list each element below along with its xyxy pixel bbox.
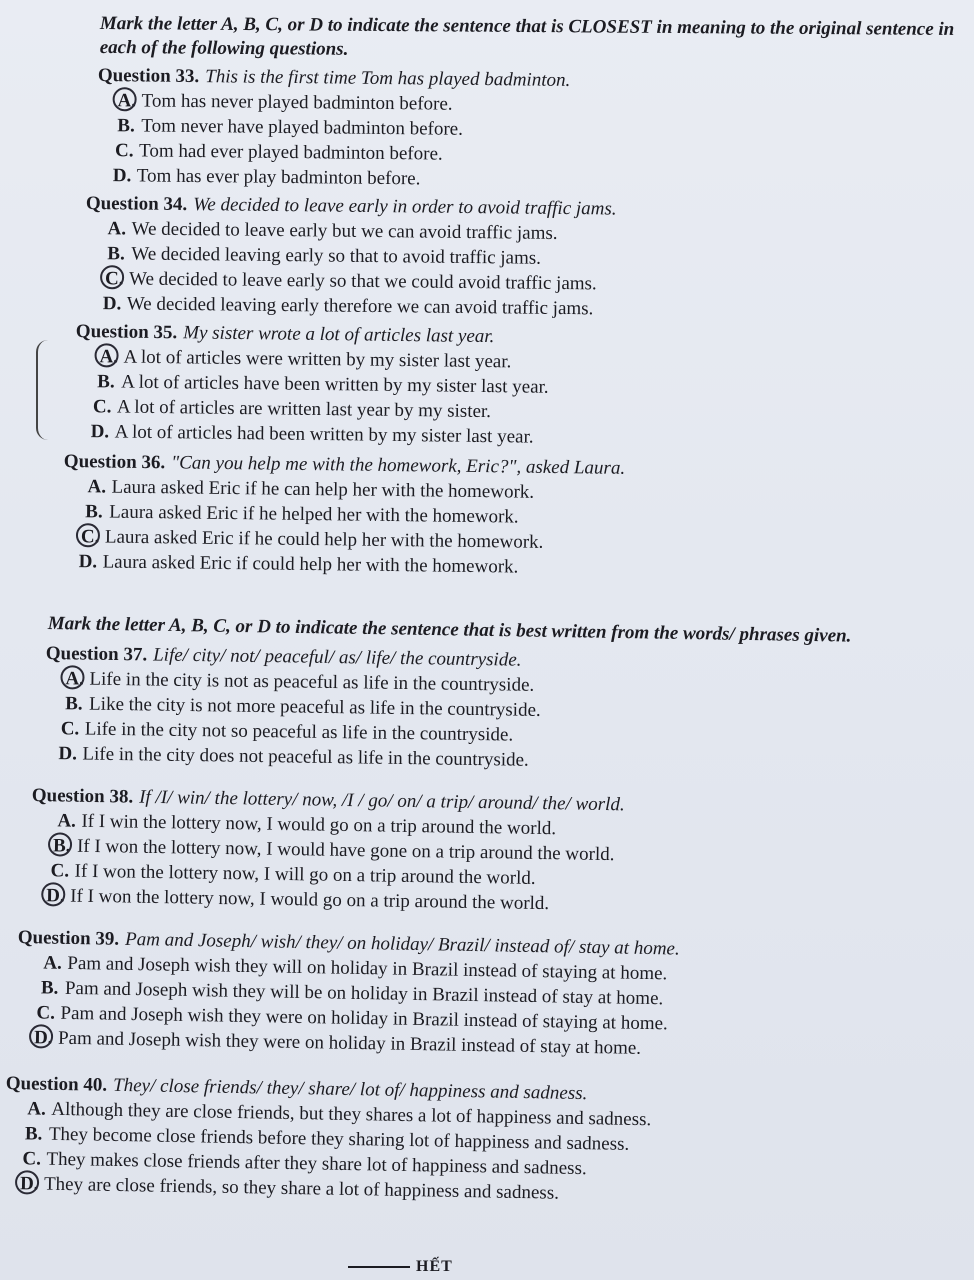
question-stem: We decided to leave early in order to avoid traffic jams.	[193, 194, 617, 220]
option-letter: B.	[97, 371, 115, 393]
option-text: If I won the lottery now, I would have gone on a trip around the world.	[76, 835, 615, 866]
option-letter: C.	[114, 140, 134, 162]
question-34	[85, 192, 617, 322]
option-text: Pam and Joseph wish they will on holiday in Brazil instead of staying at home.	[67, 952, 668, 985]
option-text: We decided leaving early therefore we can avoid traffic jams.	[126, 293, 594, 320]
option-letter: B.	[64, 693, 83, 715]
option-letter: A.	[117, 88, 141, 113]
question-33	[97, 64, 571, 193]
option-text: Laura asked Eric if he can help her with the homework.	[111, 476, 535, 503]
end-text: HẾT	[416, 1258, 453, 1275]
question-number: Question 40.	[5, 1072, 108, 1096]
question-number: Question 35.	[75, 320, 178, 344]
option-letter: A.	[107, 218, 127, 240]
question-38	[30, 784, 625, 917]
option-letter: D.	[102, 293, 122, 315]
option-text: Pam and Joseph wish they will be on holiday in Brazil instead of stay at home.	[64, 977, 664, 1010]
option-text: Tom has never played badminton before.	[141, 90, 453, 115]
question-stem: "Can you help me with the homework, Eric?", asked Laura.	[171, 452, 626, 479]
option-letter: C.	[81, 524, 105, 549]
option-text: Pam and Joseph wish they were on holiday in Brazil instead of stay at home.	[57, 1027, 642, 1059]
option-text: They are close friends, so they share a lot of happiness and sadness.	[43, 1173, 560, 1204]
option-letter: C.	[92, 396, 112, 418]
question-stem: My sister wrote a lot of articles last year.	[183, 322, 495, 348]
option-d[interactable]	[97, 163, 570, 193]
option-text: Tom had ever played badminton before.	[138, 140, 443, 165]
question-35	[74, 320, 549, 450]
option-letter: B.	[85, 501, 103, 523]
option-d[interactable]	[85, 291, 616, 322]
option-letter: D.	[46, 883, 70, 908]
option-text: Life in the city not so peaceful as life in the countryside.	[84, 718, 514, 746]
question-number: Question 39.	[17, 926, 120, 950]
question-number: Question 33.	[97, 64, 200, 88]
option-letter: C.	[50, 860, 70, 882]
end-dash	[348, 1266, 410, 1268]
option-text: Laura asked Eric if could help her with the homework.	[102, 551, 519, 578]
question-39	[16, 926, 680, 1062]
option-letter: A.	[27, 1098, 47, 1120]
option-text: We decided to leave early so that we could avoid traffic jams.	[128, 268, 597, 295]
option-text: If I win the lottery now, I would go on a trip around the world.	[81, 810, 557, 840]
question-number: Question 34.	[85, 192, 188, 216]
option-text: They become close friends before they sharing lot of happiness and sadness.	[48, 1123, 630, 1155]
question-36	[62, 450, 625, 581]
option-text: Pam and Joseph wish they were on holiday in Brazil instead of staying at home.	[60, 1002, 668, 1035]
section2-heading: Mark the letter A, B, C, or D to indicate the sentence that is best written from the words/ phrases given.	[47, 612, 852, 647]
margin-bracket-mark	[36, 340, 50, 440]
option-letter: B.	[53, 833, 77, 858]
end-marker	[348, 1258, 453, 1276]
option-text: A lot of articles are written last year by my sister.	[116, 396, 492, 423]
option-text: We decided to leave early but we can avoid traffic jams.	[131, 218, 558, 244]
option-d[interactable]	[74, 419, 548, 450]
option-letter: B.	[40, 977, 59, 999]
option-letter: A.	[65, 666, 89, 691]
question-number: Question 36.	[63, 450, 166, 474]
option-text: A lot of articles have been written by my sister last year.	[121, 371, 549, 398]
option-text: Laura asked Eric if he could help her with the homework.	[104, 526, 544, 553]
question-37	[44, 642, 541, 773]
option-text: Tom never have played badminton before.	[141, 115, 464, 140]
question-40	[4, 1072, 652, 1207]
option-text: Tom has ever play badminton before.	[136, 165, 421, 190]
option-letter: C.	[60, 718, 80, 740]
option-letter: D.	[20, 1171, 44, 1196]
option-text: Life in the city does not peaceful as life in the countryside.	[82, 743, 529, 771]
option-letter: D.	[34, 1025, 58, 1050]
option-letter: B.	[24, 1123, 43, 1145]
option-letter: C.	[105, 266, 129, 291]
option-letter: D.	[112, 165, 132, 187]
option-letter: C.	[36, 1002, 56, 1024]
question-number: Question 37.	[45, 642, 148, 666]
option-text: We decided leaving early so that to avoid traffic jams.	[131, 243, 542, 269]
option-letter: D.	[78, 551, 98, 573]
option-letter: A.	[57, 810, 77, 832]
option-letter: D.	[90, 421, 110, 443]
question-stem: Life/ city/ not/ peaceful/ as/ life/ the countryside.	[153, 644, 522, 671]
option-text: A lot of articles were written by my sister last year.	[123, 346, 512, 373]
question-stem: If /I/ win/ the lottery/ now, /I / go/ on/ a trip/ around/ the/ world.	[139, 786, 625, 816]
option-letter: A.	[99, 344, 123, 369]
option-text: If I won the lottery now, I would go on a trip around the world.	[70, 885, 550, 915]
option-text: They makes close friends after they share lot of happiness and sadness.	[46, 1148, 587, 1180]
question-number: Question 38.	[31, 784, 134, 808]
option-letter: B.	[107, 243, 125, 265]
section1-heading: Mark the letter A, B, C, or D to indicate the sentence that is CLOSEST in meaning to the original sentence in each of the following questions.	[99, 12, 955, 60]
question-stem: Pam and Joseph/ wish/ they/ on holiday/ Brazil/ instead of/ stay at home.	[124, 928, 680, 960]
option-letter: B.	[117, 115, 135, 137]
option-letter: C.	[22, 1148, 42, 1170]
option-text: Although they are close friends, but they shares a lot of happiness and sadness.	[51, 1098, 652, 1131]
option-text: Life in the city is not as peaceful as life in the countryside.	[89, 668, 535, 696]
question-stem: They/ close friends/ they/ share/ lot of/ happiness and sadness.	[112, 1074, 588, 1105]
option-letter: A.	[43, 952, 63, 974]
option-letter: D.	[58, 743, 78, 765]
option-text: Like the city is not more peaceful as life in the countryside.	[88, 693, 541, 721]
question-stem: This is the first time Tom has played badminton.	[205, 66, 571, 91]
option-text: A lot of articles had been written by my sister last year.	[114, 421, 534, 448]
option-text: If I won the lottery now, I will go on a trip around the world.	[74, 860, 536, 889]
option-text: Laura asked Eric if he helped her with the homework.	[109, 501, 519, 528]
option-letter: A.	[87, 476, 107, 498]
